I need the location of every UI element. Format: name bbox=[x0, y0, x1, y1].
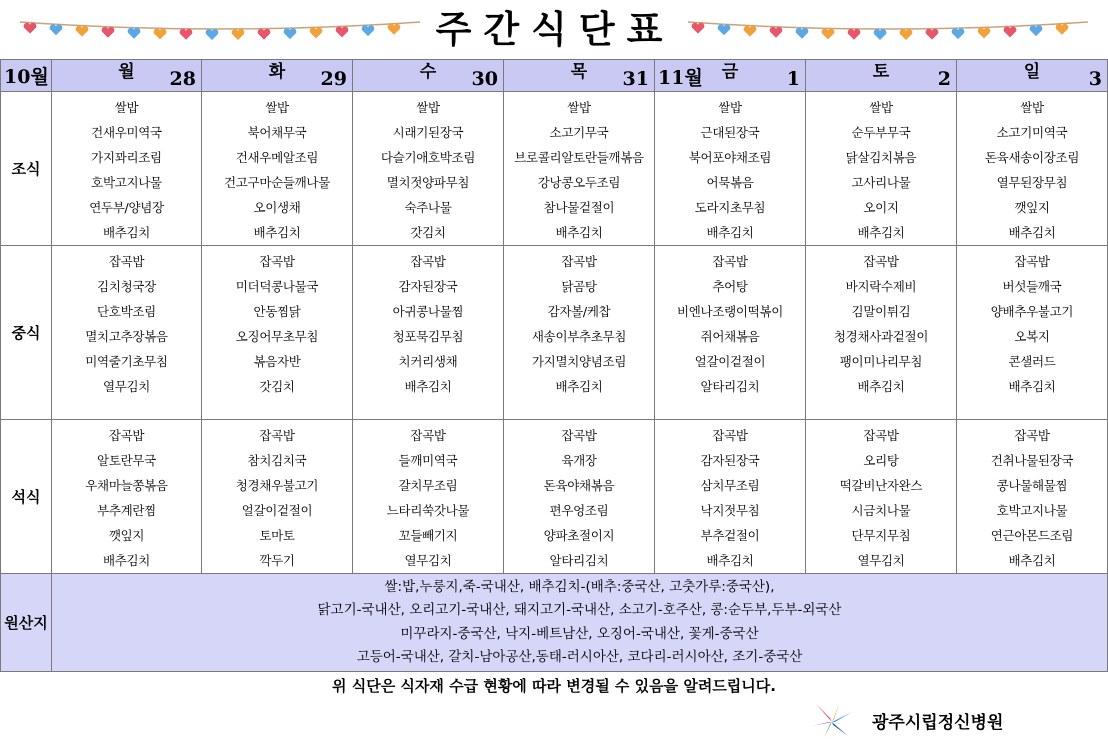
menu-item: 안동찜닭 bbox=[253, 304, 301, 319]
menu-item: 열무김치 bbox=[857, 553, 905, 568]
menu-item: 북어채무국 bbox=[247, 125, 307, 140]
menu-item: 연두부/양념장 bbox=[89, 200, 164, 215]
day-date: 3 bbox=[1088, 68, 1102, 90]
menu-item: 오리탕 bbox=[863, 453, 899, 468]
menu-item: 돈육야채볶음 bbox=[543, 478, 615, 493]
menu-cell bbox=[202, 246, 353, 420]
origin-line: 쌀:밥,누룽지,죽-국내산, 배추김치-(배추:중국산, 고춧가루:중국산), bbox=[384, 578, 775, 595]
menu-item: 단무지무침 bbox=[851, 528, 911, 543]
menu-item: 오징어무초무침 bbox=[235, 329, 319, 344]
heart-icon bbox=[874, 29, 887, 40]
menu-item: 오이생채 bbox=[253, 200, 301, 215]
menu-item: 잡곡밥 bbox=[561, 254, 597, 269]
menu-item: 꼬들빼기지 bbox=[398, 528, 458, 543]
menu-list bbox=[504, 420, 654, 573]
menu-item: 추어탕 bbox=[712, 279, 748, 294]
menu-item: 느타리쑥갓나물 bbox=[386, 503, 470, 518]
menu-list bbox=[806, 92, 956, 245]
heart-icon bbox=[336, 27, 349, 38]
menu-cell bbox=[504, 246, 655, 420]
menu-item: 갈치무조림 bbox=[398, 478, 458, 493]
menu-item: 잡곡밥 bbox=[863, 428, 899, 443]
menu-item: 가지멸치양념조림 bbox=[531, 354, 627, 369]
menu-item: 잡곡밥 bbox=[108, 428, 145, 443]
title-bar bbox=[0, 0, 1108, 58]
menu-cell bbox=[202, 92, 353, 246]
menu-item: 김치청국장 bbox=[97, 279, 156, 294]
origin-row bbox=[1, 574, 1108, 672]
menu-item: 잡곡밥 bbox=[561, 428, 597, 443]
day-date: 28 bbox=[169, 68, 196, 90]
meal-label: 석식 bbox=[1, 420, 52, 574]
menu-list bbox=[655, 92, 805, 245]
menu-list bbox=[202, 246, 352, 399]
menu-item: 양배추우불고기 bbox=[990, 304, 1074, 319]
day-date: 31 bbox=[622, 68, 649, 90]
origin-info bbox=[52, 574, 1108, 672]
notice-text: 위 식단은 식자재 수급 현황에 따라 변경될 수 있음을 알려드립니다. bbox=[332, 677, 776, 695]
day-name: 토 bbox=[872, 62, 890, 82]
menu-item: 멸치젓양파무침 bbox=[386, 175, 470, 190]
day-name: 일 bbox=[1023, 62, 1041, 82]
menu-list bbox=[504, 246, 654, 399]
hospital-logo-icon bbox=[810, 700, 854, 740]
menu-list bbox=[52, 420, 201, 573]
menu-item: 갓김치 bbox=[259, 379, 295, 394]
menu-item: 건새우미역국 bbox=[91, 125, 162, 140]
menu-item: 배추김치 bbox=[1008, 553, 1056, 568]
menu-cell bbox=[957, 246, 1108, 420]
menu-item: 낙지젓무침 bbox=[700, 503, 760, 518]
menu-item: 잡곡밥 bbox=[1014, 428, 1050, 443]
heart-icon bbox=[822, 29, 835, 40]
menu-item: 콩나물해물찜 bbox=[996, 478, 1068, 493]
menu-cell bbox=[806, 246, 957, 420]
meal-row-dinner bbox=[1, 420, 1108, 574]
hospital-name: 광주시립정신병원 bbox=[872, 713, 1004, 733]
menu-item: 잡곡밥 bbox=[1014, 254, 1050, 269]
menu-item: 삼치무조림 bbox=[700, 478, 760, 493]
menu-item: 쥐어채볶음 bbox=[700, 329, 760, 344]
heart-icon bbox=[50, 24, 63, 35]
menu-list bbox=[655, 420, 805, 573]
menu-item: 잡곡밥 bbox=[259, 428, 295, 443]
heart-icon bbox=[232, 29, 245, 40]
origin-line: 미꾸라지-중국산, 낙지-베트남산, 오징어-국내산, 꽃게-중국산 bbox=[400, 625, 759, 642]
heart-icon bbox=[926, 29, 939, 40]
menu-item: 볶음자반 bbox=[253, 354, 301, 369]
menu-item: 새송이부추초무침 bbox=[531, 329, 627, 344]
menu-item: 배추김치 bbox=[706, 225, 754, 240]
menu-item: 잡곡밥 bbox=[108, 254, 145, 269]
menu-item: 닭곰탕 bbox=[561, 279, 597, 294]
heart-icon bbox=[362, 25, 375, 36]
meal-row-lunch bbox=[1, 246, 1108, 420]
heart-icon bbox=[796, 28, 809, 39]
heart-icon bbox=[76, 26, 89, 37]
heart-icon bbox=[952, 28, 965, 39]
menu-item: 닭살김치볶음 bbox=[845, 150, 917, 165]
menu-item: 잡곡밥 bbox=[410, 254, 446, 269]
menu-list bbox=[957, 92, 1107, 245]
menu-cell bbox=[353, 92, 504, 246]
day-name: 화 bbox=[268, 62, 286, 82]
menu-item: 잡곡밥 bbox=[863, 254, 899, 269]
day-header-fri bbox=[655, 60, 806, 92]
menu-item: 호박고지나물 bbox=[996, 503, 1068, 518]
menu-item: 열무김치 bbox=[102, 379, 151, 394]
menu-cell bbox=[655, 420, 806, 574]
menu-cell bbox=[52, 246, 202, 420]
menu-cell bbox=[52, 92, 202, 246]
meal-label: 중식 bbox=[1, 246, 52, 420]
menu-item: 배추김치 bbox=[555, 225, 603, 240]
day-name: 금 bbox=[721, 62, 739, 82]
heart-icon bbox=[744, 26, 757, 37]
menu-item: 쌀밥 bbox=[567, 100, 591, 115]
menu-list bbox=[655, 246, 805, 399]
menu-item: 김말이튀김 bbox=[851, 304, 911, 319]
menu-item: 소고기무국 bbox=[549, 125, 609, 140]
menu-item: 배추김치 bbox=[1008, 379, 1056, 394]
menu-item: 쌀밥 bbox=[265, 100, 289, 115]
menu-list bbox=[353, 92, 503, 245]
menu-item: 깻잎지 bbox=[1014, 200, 1050, 215]
menu-item: 감자된장국 bbox=[398, 279, 458, 294]
heart-icon bbox=[770, 27, 783, 38]
menu-item: 숙주나물 bbox=[404, 200, 452, 215]
menu-cell bbox=[504, 420, 655, 574]
menu-list bbox=[353, 420, 503, 573]
heart-icon bbox=[978, 28, 991, 39]
menu-item: 시금치나물 bbox=[851, 503, 911, 518]
menu-item: 미더덕콩나물국 bbox=[235, 279, 319, 294]
menu-item: 미역줄기초무침 bbox=[85, 354, 168, 369]
menu-item: 브로콜리알토란들깨볶음 bbox=[514, 150, 644, 165]
menu-item: 비엔나조랭이떡볶이 bbox=[677, 304, 783, 319]
menu-item: 참치김치국 bbox=[247, 453, 307, 468]
menu-cell bbox=[806, 420, 957, 574]
menu-cell bbox=[806, 92, 957, 246]
menu-list bbox=[806, 246, 956, 399]
menu-item: 배추김치 bbox=[555, 379, 603, 394]
heart-icon bbox=[1056, 24, 1069, 35]
menu-item: 깻잎지 bbox=[108, 528, 145, 543]
menu-cell bbox=[655, 92, 806, 246]
origin-line: 닭고기-국내산, 오리고기-국내산, 돼지고기-국내산, 소고기-호주산, 콩:순두부,두부-외국산 bbox=[317, 602, 842, 618]
day-date: 1 bbox=[786, 68, 800, 90]
menu-item: 건취나물된장국 bbox=[990, 453, 1074, 468]
menu-item: 콘샐러드 bbox=[1008, 354, 1056, 369]
heart-icon bbox=[310, 28, 323, 39]
menu-item: 연근아몬드조림 bbox=[990, 528, 1074, 543]
menu-item: 쌀밥 bbox=[114, 100, 139, 115]
header-row bbox=[1, 60, 1108, 92]
menu-list bbox=[202, 420, 352, 573]
menu-item: 열무된장무침 bbox=[996, 175, 1068, 190]
menu-item: 고사리나물 bbox=[851, 175, 911, 190]
meal-label: 조식 bbox=[1, 92, 52, 246]
day-name: 목 bbox=[570, 62, 588, 82]
page-title: 주간식단표 bbox=[435, 8, 675, 51]
menu-item: 시래기된장국 bbox=[392, 125, 464, 140]
menu-item: 알타리김치 bbox=[549, 553, 609, 568]
heart-icon bbox=[24, 23, 37, 34]
menu-item: 근대된장국 bbox=[700, 125, 760, 140]
menu-item: 도라지초무침 bbox=[694, 200, 766, 215]
menu-item: 북어포야채조림 bbox=[688, 150, 772, 165]
menu-item: 갓김치 bbox=[410, 225, 446, 240]
day-header-tue bbox=[202, 60, 353, 92]
heart-icon bbox=[206, 29, 219, 40]
menu-item: 강낭콩오두조림 bbox=[537, 175, 621, 190]
menu-item: 알토란무국 bbox=[97, 453, 156, 468]
menu-item: 알타리김치 bbox=[700, 379, 760, 394]
heart-icon bbox=[900, 29, 913, 40]
menu-item: 가지꽈리조림 bbox=[91, 150, 162, 165]
day-date: 29 bbox=[320, 68, 347, 90]
menu-item: 잡곡밥 bbox=[712, 428, 748, 443]
menu-item: 얼갈이겉절이 bbox=[694, 354, 766, 369]
menu-item: 배추김치 bbox=[857, 225, 905, 240]
menu-list bbox=[353, 246, 503, 399]
day-header-sun bbox=[957, 60, 1108, 92]
menu-item: 깍두기 bbox=[259, 553, 295, 568]
menu-item: 아귀콩나물찜 bbox=[392, 304, 464, 319]
menu-item: 오복지 bbox=[1014, 329, 1050, 344]
menu-item: 감자볼/케찹 bbox=[547, 304, 611, 319]
origin-line: 고등어-국내산, 갈치-남아공산,동태-러시아산, 코다리-러시아산, 조기-중국산 bbox=[356, 649, 803, 665]
menu-item: 참나물겉절이 bbox=[543, 200, 615, 215]
menu-item: 청포묵김무침 bbox=[392, 329, 464, 344]
heart-garland-right-icon bbox=[688, 16, 1088, 40]
heart-icon bbox=[1004, 27, 1017, 38]
heart-icon bbox=[102, 27, 115, 38]
menu-item: 육개장 bbox=[561, 453, 597, 468]
menu-item: 건고구마순들깨나물 bbox=[224, 175, 330, 190]
meal-row-breakfast bbox=[1, 92, 1108, 246]
menu-list bbox=[52, 246, 201, 399]
menu-item: 호박고지나물 bbox=[91, 175, 162, 190]
menu-list bbox=[504, 92, 654, 245]
heart-icon bbox=[388, 24, 401, 35]
menu-item: 배추김치 bbox=[706, 553, 754, 568]
menu-item: 떡갈비난자완스 bbox=[839, 478, 923, 493]
heart-icon bbox=[284, 28, 297, 39]
menu-cell bbox=[202, 420, 353, 574]
weekly-menu-table bbox=[0, 59, 1108, 672]
day-header-wed bbox=[353, 60, 504, 92]
menu-item: 얼갈이겉절이 bbox=[241, 503, 313, 518]
menu-item: 열무김치 bbox=[404, 553, 452, 568]
menu-item: 배추김치 bbox=[1008, 225, 1056, 240]
heart-icon bbox=[692, 23, 705, 34]
menu-item: 잡곡밥 bbox=[259, 254, 295, 269]
menu-item: 쌀밥 bbox=[718, 100, 742, 115]
menu-item: 멸치고추장볶음 bbox=[85, 329, 168, 344]
heart-garland-left-icon bbox=[20, 16, 420, 40]
day-header-sat bbox=[806, 60, 957, 92]
menu-item: 건새우메알조림 bbox=[235, 150, 319, 165]
menu-item: 단호박조림 bbox=[97, 304, 156, 319]
day-date: 30 bbox=[471, 68, 498, 90]
day-header-mon bbox=[52, 60, 202, 92]
menu-cell bbox=[504, 92, 655, 246]
menu-item: 잡곡밥 bbox=[410, 428, 446, 443]
heart-icon bbox=[718, 24, 731, 35]
menu-item: 배추김치 bbox=[253, 225, 301, 240]
heart-icon bbox=[848, 29, 861, 40]
menu-cell bbox=[957, 420, 1108, 574]
menu-item: 오이지 bbox=[863, 200, 899, 215]
menu-item: 배추김치 bbox=[857, 379, 905, 394]
menu-item: 바지락수제비 bbox=[845, 279, 917, 294]
heart-icon bbox=[154, 29, 167, 40]
menu-item: 부추겉절이 bbox=[700, 528, 760, 543]
day-name: 수 bbox=[419, 62, 437, 82]
menu-item: 쌀밥 bbox=[1020, 100, 1044, 115]
menu-item: 부추계란찜 bbox=[97, 503, 156, 518]
day-name: 월 bbox=[118, 62, 135, 82]
menu-item: 청경채사과겉절이 bbox=[833, 329, 929, 344]
menu-item: 우채마늘쫑볶음 bbox=[85, 478, 168, 493]
origin-label: 원산지 bbox=[1, 574, 52, 672]
menu-item: 치커리생채 bbox=[398, 354, 458, 369]
menu-item: 들깨미역국 bbox=[398, 453, 458, 468]
menu-cell bbox=[353, 420, 504, 574]
menu-item: 쌀밥 bbox=[869, 100, 893, 115]
heart-icon bbox=[180, 29, 193, 40]
menu-list bbox=[957, 420, 1107, 573]
menu-item: 양파초절이지 bbox=[543, 528, 615, 543]
menu-cell bbox=[957, 92, 1108, 246]
menu-item: 팽이미나리무침 bbox=[839, 354, 923, 369]
menu-cell bbox=[353, 246, 504, 420]
menu-item: 잡곡밥 bbox=[712, 254, 748, 269]
menu-list bbox=[52, 92, 201, 245]
heart-icon bbox=[1030, 25, 1043, 36]
menu-item: 다슬기애호박조림 bbox=[380, 150, 476, 165]
heart-icon bbox=[258, 29, 271, 40]
menu-item: 토마토 bbox=[259, 528, 295, 543]
menu-list bbox=[957, 246, 1107, 399]
menu-cell bbox=[655, 246, 806, 420]
menu-list bbox=[806, 420, 956, 573]
menu-item: 배추김치 bbox=[102, 225, 151, 240]
menu-item: 돈육새송이장조림 bbox=[984, 150, 1080, 165]
menu-item: 쌀밥 bbox=[416, 100, 440, 115]
menu-cell bbox=[52, 420, 202, 574]
menu-item: 편우엉조림 bbox=[549, 503, 609, 518]
menu-item: 소고기미역국 bbox=[996, 125, 1068, 140]
menu-item: 청경채우불고기 bbox=[235, 478, 319, 493]
month-label-nov: 11월 bbox=[658, 67, 703, 89]
menu-item: 배추김치 bbox=[404, 379, 452, 394]
menu-list bbox=[202, 92, 352, 245]
menu-item: 순두부무국 bbox=[851, 125, 911, 140]
day-header-thu bbox=[504, 60, 655, 92]
menu-item: 감자된장국 bbox=[700, 453, 760, 468]
day-date: 2 bbox=[937, 68, 951, 90]
month-label: 10월 bbox=[1, 60, 52, 92]
menu-item: 배추김치 bbox=[102, 553, 151, 568]
menu-item: 버섯들깨국 bbox=[1002, 279, 1062, 294]
menu-item: 어묵볶음 bbox=[706, 175, 754, 190]
heart-icon bbox=[128, 28, 141, 39]
